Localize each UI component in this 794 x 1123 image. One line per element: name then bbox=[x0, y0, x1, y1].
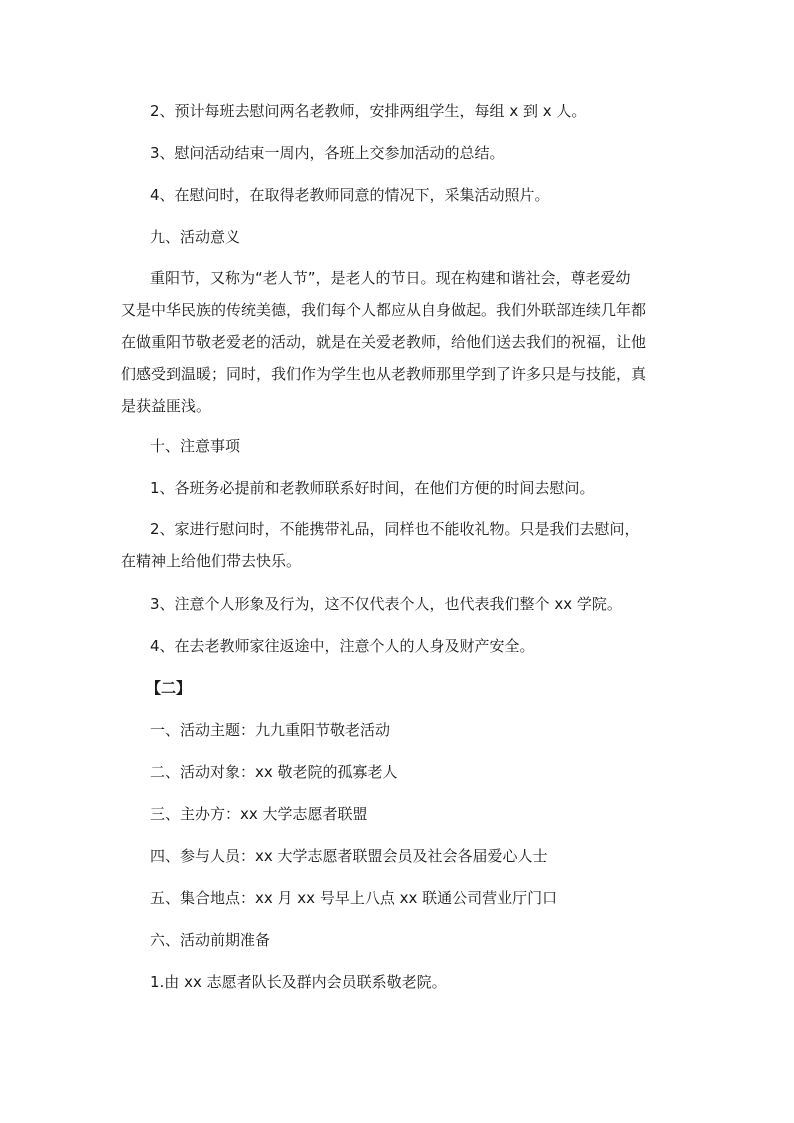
part-2-target: 二、活动对象：xx 敬老院的孤寡老人 bbox=[150, 763, 398, 781]
section-9-paragraph bbox=[121, 262, 681, 422]
part-2-participants: 四、参与人员：xx 大学志愿者联盟会员及社会各届爱心人士 bbox=[150, 847, 548, 865]
part-2-theme: 一、活动主题：九九重阳节敬老活动 bbox=[150, 721, 391, 739]
part-2-preparation-heading: 六、活动前期准备 bbox=[150, 931, 271, 949]
part-2-preparation-item-1: 1.由 xx 志愿者队长及群内会员联系敬老院。 bbox=[150, 973, 447, 991]
section-9-heading: 九、活动意义 bbox=[150, 228, 241, 246]
section-10-item-2 bbox=[121, 513, 681, 577]
section-10-item-1: 1、各班务必提前和老教师联系好时间，在他们方便的时间去慰问。 bbox=[150, 479, 595, 497]
item-4-photos: 4、在慰问时，在取得老教师同意的情况下，采集活动照片。 bbox=[150, 186, 550, 204]
section-10-item-3: 3、注意个人形象及行为，这不仅代表个人，也代表我们整个 xx 学院。 bbox=[150, 595, 622, 613]
paragraph-line: 是获益匪浅。 bbox=[121, 397, 212, 415]
item-2-visit-plan: 2、预计每班去慰问两名老教师，安排两组学生，每组 x 到 x 人。 bbox=[150, 102, 587, 120]
paragraph-line: 们感受到温暖；同时，我们作为学生也从老教师那里学到了许多只是与技能，真 bbox=[121, 365, 647, 383]
section-10-heading: 十、注意事项 bbox=[150, 437, 241, 455]
part-2-meeting-place: 五、集合地点：xx 月 xx 号早上八点 xx 联通公司营业厅门口 bbox=[150, 889, 558, 907]
item-3-summary: 3、慰问活动结束一周内，各班上交参加活动的总结。 bbox=[150, 144, 505, 162]
section-10-item-4: 4、在去老教师家往返途中，注意个人的人身及财产安全。 bbox=[150, 637, 535, 655]
paragraph-line: 在精神上给他们带去快乐。 bbox=[121, 552, 302, 570]
paragraph-line: 重阳节，又称为“老人节”，是老人的节日。现在构建和谐社会，尊老爱幼 bbox=[150, 269, 631, 287]
paragraph-line: 2、家进行慰问时，不能携带礼品，同样也不能收礼物。只是我们去慰问， bbox=[150, 520, 640, 538]
part-2-heading: 【二】 bbox=[146, 679, 192, 697]
part-2-organizer: 三、主办方：xx 大学志愿者联盟 bbox=[150, 805, 368, 823]
paragraph-line: 又是中华民族的传统美德，我们每个人都应从自身做起。我们外联部连续几年都 bbox=[121, 301, 647, 319]
paragraph-line: 在做重阳节敬老爱老的活动，就是在关爱老教师，给他们送去我们的祝福，让他 bbox=[121, 333, 647, 351]
